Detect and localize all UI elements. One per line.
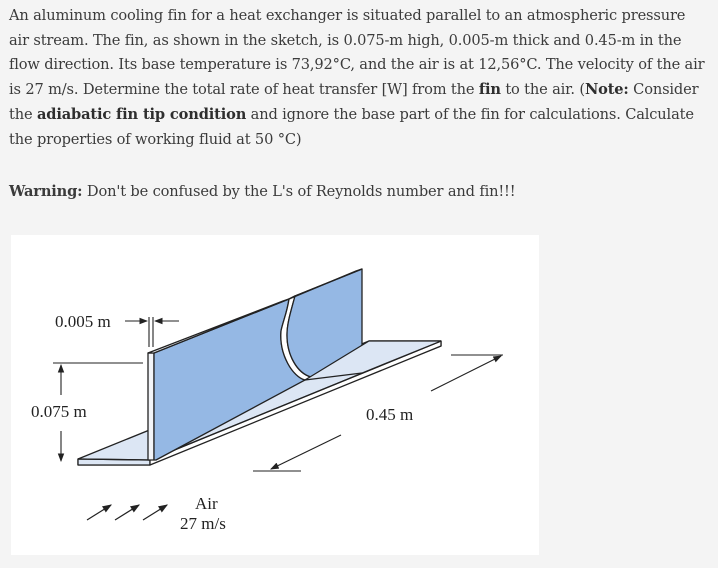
adiabatic-emphasis: adiabatic fin tip condition [36, 105, 247, 123]
velocity-label: 27 m/s [180, 514, 226, 533]
warning-text: Don't be confused by the L's of Reynolds number and fin!!! [82, 183, 516, 200]
fin-emphasis: fin [478, 81, 501, 99]
problem-statement [9, 4, 709, 152]
height-label: 0.075 m [31, 402, 87, 421]
air-label: Air [195, 494, 218, 513]
warning-label: Warning: [9, 183, 83, 200]
problem-text-1: An aluminum cooling fin for a heat exchanger is situated parallel to an atmospheric pressure air stream. The fin, as shown in the sketch, is 0.075-m high, 0.005-m thick and 0.45-m in the flow direction. Its base temperature is 73,92°C, and the air is at 12,56°C. The velocity of the air is 27 m/s. Determine the total rate of heat transfer [W] from the [9, 7, 705, 99]
thickness-label: 0.005 m [55, 312, 111, 331]
fin-figure [11, 235, 539, 555]
note-label: Note: [584, 81, 629, 99]
fin-sketch [11, 235, 539, 555]
thickness-dimension [125, 317, 179, 347]
warning-line [9, 180, 515, 204]
problem-text-4: and ignore the base part of the fin for calculations. Calculate the properties of working fluid at 50 °C) [9, 105, 694, 148]
length-label: 0.45 m [366, 405, 414, 424]
air-flow-arrows [87, 505, 167, 520]
problem-text-2: to the air. ( [500, 81, 585, 99]
problem-text-3: Consider the [9, 81, 699, 123]
